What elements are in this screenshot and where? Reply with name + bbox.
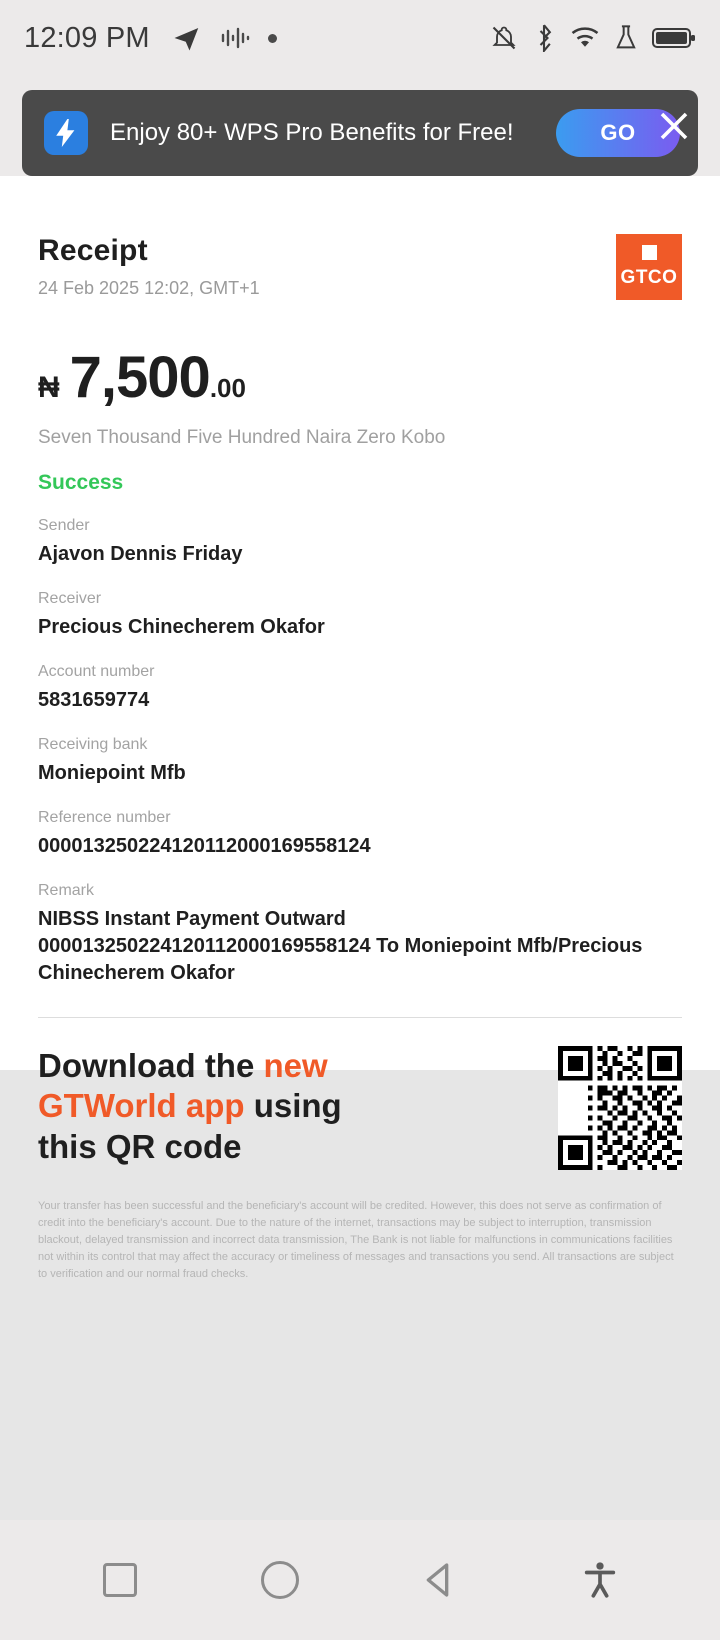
field-label: Account number bbox=[38, 663, 155, 680]
status-time: 12:09 PM bbox=[24, 21, 150, 54]
circle-icon bbox=[261, 1561, 299, 1599]
disclaimer-text: Your transfer has been successful and the beneficiary's account will be credited. However, this does not serve as confirmation of credit into the beneficiary's account. Due to the nature of the internet, transactions may be subject to interruption, transmission blackout, delayed transmission and incorrect data transmission, The Bank is not liable for malfunctions in communications facilities not within its control that may affect the accuracy or timeliness of messages and transactions you send. All transactions are subject to verification and our normal fraud checks. bbox=[38, 1200, 674, 1281]
battery-icon bbox=[652, 26, 696, 50]
field-value: Precious Chinecherem Okafor bbox=[38, 616, 325, 638]
field-value: 5831659774 bbox=[38, 689, 150, 711]
amount-in-words: Seven Thousand Five Hundred Naira Zero Kobo bbox=[38, 427, 446, 448]
field-label: Sender bbox=[38, 517, 90, 534]
ad-banner-area bbox=[0, 76, 720, 176]
field-value: Ajavon Dennis Friday bbox=[38, 543, 243, 565]
flask-icon bbox=[614, 24, 638, 52]
page-title: Receipt bbox=[38, 234, 148, 267]
receipt-title-block bbox=[38, 234, 260, 299]
field-label: Remark bbox=[38, 882, 95, 899]
ad-text: Enjoy 80+ WPS Pro Benefits for Free! bbox=[110, 119, 514, 146]
system-navigation-bar bbox=[0, 1520, 720, 1640]
close-icon[interactable] bbox=[654, 106, 694, 146]
promo-block bbox=[38, 1046, 682, 1170]
field-reference-number bbox=[38, 809, 682, 860]
promo-text bbox=[38, 1046, 342, 1167]
status-right-icons bbox=[490, 24, 696, 52]
wps-bolt-icon bbox=[44, 111, 88, 155]
field-receiving-bank bbox=[38, 736, 682, 787]
status-bar bbox=[0, 0, 720, 76]
field-value: Moniepoint Mfb bbox=[38, 762, 186, 784]
status-badge: Success bbox=[38, 471, 124, 494]
promo-line1-highlight: new bbox=[263, 1047, 328, 1084]
home-button[interactable] bbox=[253, 1553, 307, 1607]
divider bbox=[38, 1017, 682, 1018]
field-receiver bbox=[38, 590, 682, 641]
promo-line3: this QR code bbox=[38, 1127, 242, 1165]
field-sender bbox=[38, 517, 682, 568]
accessibility-icon bbox=[580, 1560, 620, 1600]
gtco-logo-text: GTCO bbox=[620, 267, 678, 288]
promo-line1-plain: Download the bbox=[38, 1047, 264, 1084]
field-account-number bbox=[38, 663, 682, 714]
field-label: Receiver bbox=[38, 590, 102, 607]
promo-line2-plain: using bbox=[244, 1087, 342, 1125]
receipt-date: 24 Feb 2025 12:02, GMT+1 bbox=[38, 278, 260, 298]
dot-indicator-icon bbox=[268, 34, 277, 43]
amount-row bbox=[38, 344, 682, 411]
accessibility-button[interactable] bbox=[573, 1553, 627, 1607]
telegram-icon bbox=[172, 23, 202, 53]
field-remark bbox=[38, 882, 682, 987]
audio-wave-icon bbox=[220, 27, 250, 49]
back-button[interactable] bbox=[413, 1553, 467, 1607]
square-icon bbox=[103, 1563, 137, 1597]
ad-banner[interactable] bbox=[22, 90, 698, 176]
receipt-sheet bbox=[0, 176, 720, 1281]
field-label: Receiving bank bbox=[38, 736, 148, 753]
field-value: 000013250224120112000169558124 bbox=[38, 835, 371, 857]
amount-value: 7,500 bbox=[69, 345, 210, 410]
wifi-icon bbox=[570, 26, 600, 50]
field-value: NIBSS Instant Payment Outward 000013250224120112000169558124 To Moniepoint Mfb/Precious Chinecherem Okafor bbox=[38, 908, 643, 984]
triangle-left-icon bbox=[420, 1560, 460, 1600]
ad-go-button[interactable]: GO bbox=[556, 109, 680, 157]
qr-code bbox=[558, 1046, 682, 1170]
bluetooth-icon bbox=[532, 24, 556, 52]
receipt-header bbox=[38, 234, 682, 300]
gtco-logo bbox=[616, 234, 682, 300]
status-left-icons bbox=[172, 23, 277, 53]
amount-decimals: .00 bbox=[209, 373, 246, 403]
recent-apps-button[interactable] bbox=[93, 1553, 147, 1607]
gtco-square-icon bbox=[642, 245, 657, 260]
currency-symbol: ₦ bbox=[38, 371, 60, 404]
promo-line2-highlight: GTWorld app bbox=[38, 1087, 245, 1125]
field-label: Reference number bbox=[38, 809, 171, 826]
notification-off-icon bbox=[490, 24, 518, 52]
